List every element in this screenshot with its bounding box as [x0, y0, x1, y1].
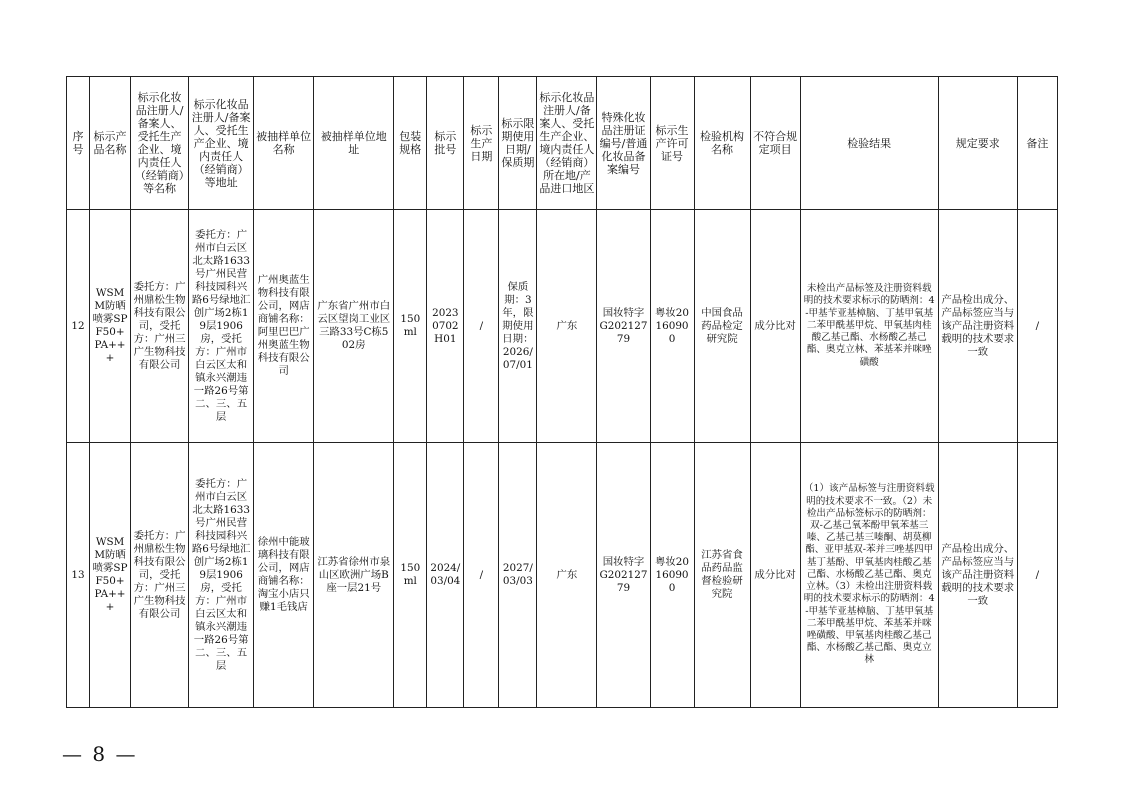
cell-item: 成分比对 [750, 443, 800, 708]
col-header-product: 标示产品名称 [90, 77, 131, 210]
cell-product: WSMM防晒喷雾SPF50+PA+++ [90, 210, 131, 443]
col-header-item: 不符合规定项目 [750, 77, 800, 210]
col-header-sampled-unit: 被抽样单位名称 [254, 77, 314, 210]
col-header-address: 标示化妆品注册人/备案人、受托生产企业、境内责任人（经销商）等地址 [189, 77, 254, 210]
cell-expiry: 2027/03/03 [499, 443, 537, 708]
table-row [67, 443, 1058, 708]
cell-license: 粤妆20160900 [650, 210, 694, 443]
cell-sampled-address: 江苏省徐州市泉山区欧洲广场B座一层21号 [314, 443, 394, 708]
cell-license: 粤妆20160900 [650, 443, 694, 708]
col-header-remark: 备注 [1017, 77, 1057, 210]
cell-package: 150ml [394, 210, 427, 443]
col-header-region: 标示化妆品注册人/备案人、受托生产企业、境内责任人（经销商）所在地/产品进口地区 [537, 77, 597, 210]
page-number: — 8 — [62, 742, 138, 766]
cell-enterprise: 委托方：广州鼎松生物科技有限公司，受托方：广州三广生物科技有限公司 [131, 210, 189, 443]
col-header-package: 包装规格 [394, 77, 427, 210]
cell-batch: 20230702H01 [427, 210, 464, 443]
col-header-result: 检验结果 [800, 77, 938, 210]
cell-no: 12 [67, 210, 90, 443]
cell-address: 委托方：广州市白云区北太路1633号广州民营科技园科兴路6号绿地汇创广场2栋19层1906房，受托方：广州市白云区太和镇永兴潮违一路26号第二、三、五层 [189, 210, 254, 443]
cell-product: WSMM防晒喷雾SPF50+PA+++ [90, 443, 131, 708]
cell-region: 广东 [537, 210, 597, 443]
col-header-no: 序号 [67, 77, 90, 210]
cell-batch: 2024/03/04 [427, 443, 464, 708]
cell-item: 成分比对 [750, 210, 800, 443]
cell-expiry: 保质期：3年，限期使用日期：2026/07/01 [499, 210, 537, 443]
table-row [67, 210, 1058, 443]
col-header-requirement: 规定要求 [938, 77, 1017, 210]
cell-sampled-address: 广东省广州市白云区望岗工业区三路33号C栋502房 [314, 210, 394, 443]
cell-requirement: 产品检出成分、产品标签应当与该产品注册资料载明的技术要求一致 [938, 443, 1017, 708]
col-header-prod-date: 标示生产日期 [464, 77, 499, 210]
inspection-results-table [66, 76, 1058, 708]
col-header-lab: 检验机构名称 [694, 77, 750, 210]
col-header-expiry: 标示限期使用日期/保质期 [499, 77, 537, 210]
cell-package: 150ml [394, 443, 427, 708]
col-header-reg-no: 特殊化妆品注册证编号/普通化妆品备案编号 [597, 77, 650, 210]
cell-enterprise: 委托方：广州鼎松生物科技有限公司，受托方：广州三广生物科技有限公司 [131, 443, 189, 708]
cell-result: 未检出产品标签及注册资料载明的技术要求标示的防晒剂：4-甲基苄亚基樟脑、丁基甲氧基二苯甲酰基甲烷、甲氧基肉桂酸乙基己酯、水杨酸乙基己酯、奥克立林、苯基苯并咪唑磺酸 [800, 210, 938, 443]
cell-requirement: 产品检出成分、产品标签应当与该产品注册资料载明的技术要求一致 [938, 210, 1017, 443]
col-header-sampled-address: 被抽样单位地址 [314, 77, 394, 210]
cell-reg-no: 国妆特字G20212779 [597, 443, 650, 708]
cell-result: （1）该产品标签与注册资料载明的技术要求不一致。（2）未检出产品标签标示的防晒剂：双-乙基己氧苯酚甲氧苯基三嗪、乙基己基三嗪酮、胡莫柳酯、亚甲基双-苯并三唑基四甲基丁基酚、甲氧基肉桂酸乙基己酯、水杨酸乙基己酯、奥克立林。（3）未检出注册资料载明的技术要求标示的防晒剂：4-甲基苄亚基樟脑、丁基甲氧基二苯甲酰基甲烷、苯基苯并咪唑磺酸、甲氧基肉桂酸乙基己酯、水杨酸乙基己酯、奥克立林 [800, 443, 938, 708]
col-header-batch: 标示批号 [427, 77, 464, 210]
cell-no: 13 [67, 443, 90, 708]
cell-reg-no: 国妆特字G20212779 [597, 210, 650, 443]
cell-sampled-unit: 徐州中能玻璃科技有限公司，网店商铺名称：淘宝小店只赚1毛钱店 [254, 443, 314, 708]
cell-remark: / [1017, 210, 1057, 443]
cell-lab: 中国食品药品检定研究院 [694, 210, 750, 443]
table-header-row [67, 77, 1058, 210]
cell-lab: 江苏省食品药品监督检验研究院 [694, 443, 750, 708]
cell-address: 委托方：广州市白云区北太路1633号广州民营科技园科兴路6号绿地汇创广场2栋19层1906房，受托方：广州市白云区太和镇永兴潮违一路26号第二、三、五层 [189, 443, 254, 708]
col-header-license: 标示生产许可证号 [650, 77, 694, 210]
cell-prod-date: / [464, 210, 499, 443]
cell-prod-date: / [464, 443, 499, 708]
col-header-enterprise: 标示化妆品注册人/备案人、受托生产企业、境内责任人（经销商）等名称 [131, 77, 189, 210]
cell-remark: / [1017, 443, 1057, 708]
cell-region: 广东 [537, 443, 597, 708]
cell-sampled-unit: 广州奥蓝生物科技有限公司，网店商铺名称：阿里巴巴广州奥蓝生物科技有限公司 [254, 210, 314, 443]
